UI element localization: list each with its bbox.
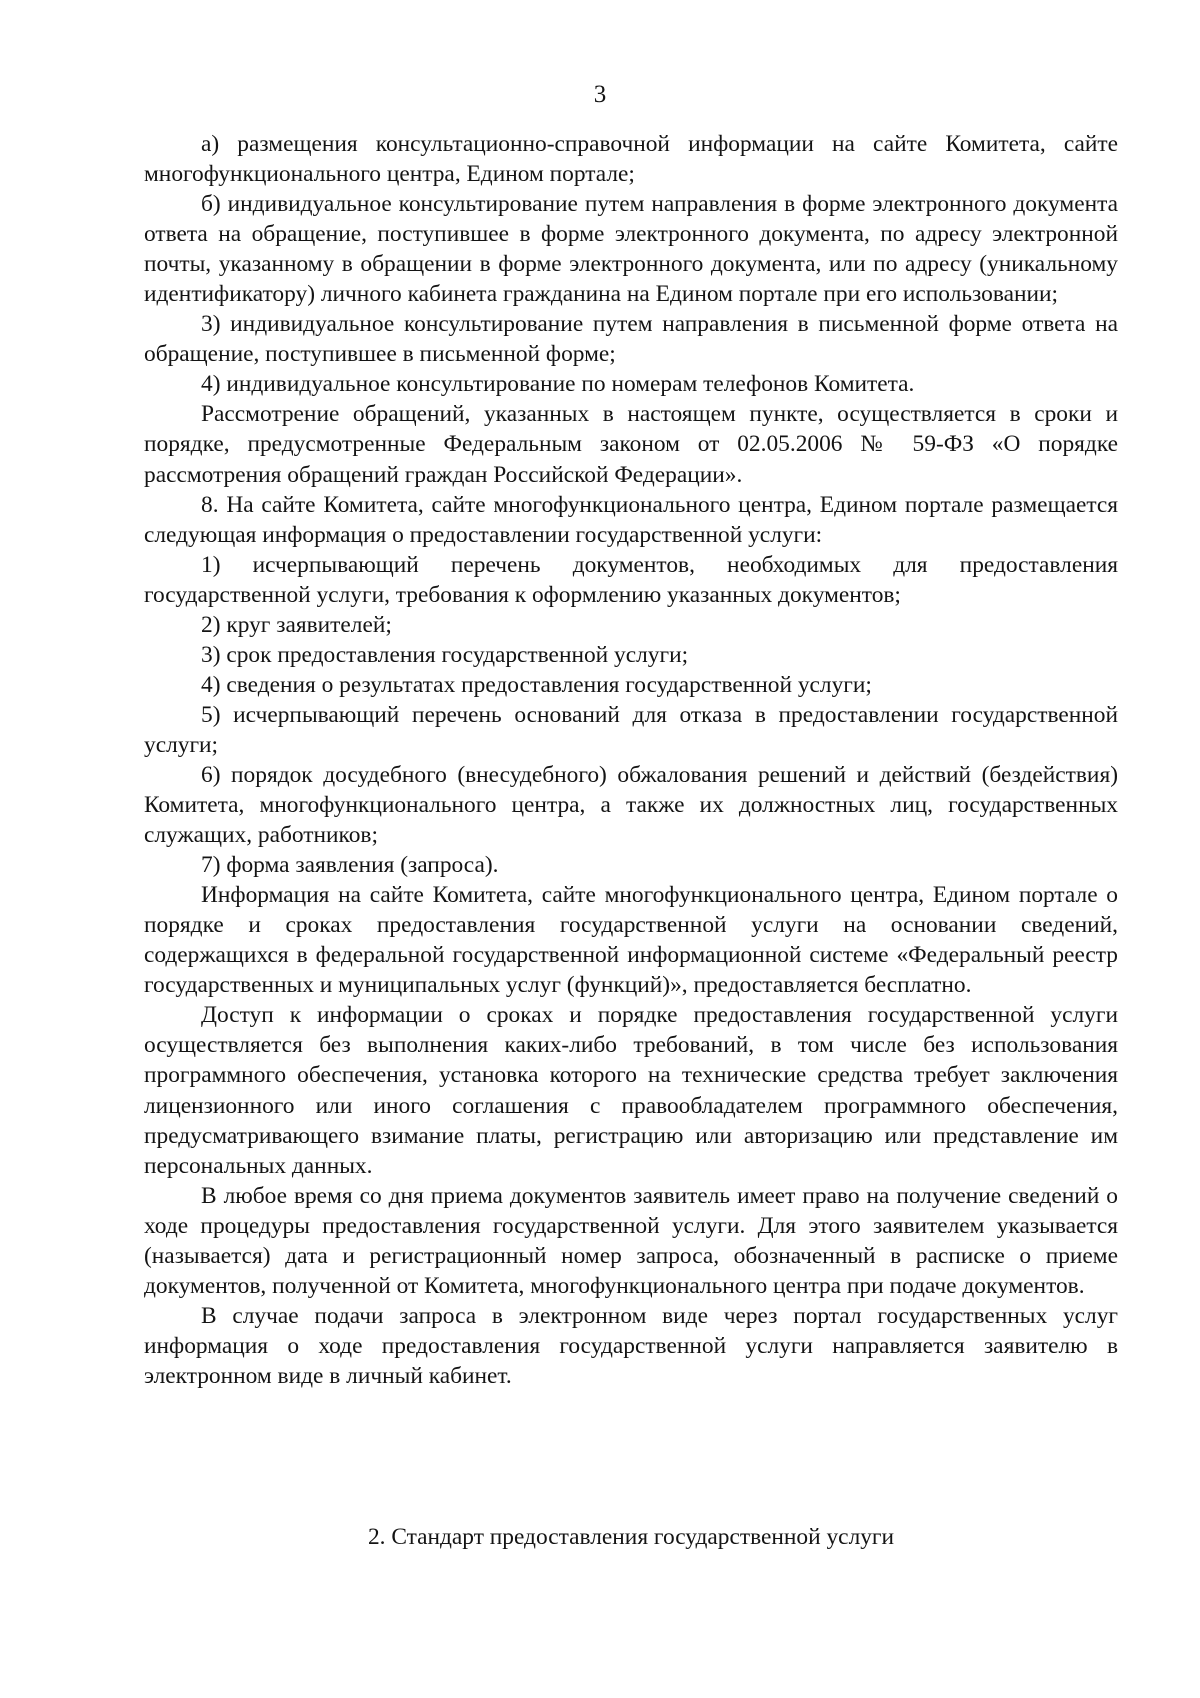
paragraph-4: 4) индивидуальное консультирование по номерам телефонов Комитета. [201,371,915,398]
paragraph-status-request: В любое время со дня приема документов заявитель имеет право на получение сведений о ходе процедуры предоставления государственной услуги. Для этого заявителем указывается (называется) дата и регистрационный номер запроса, обозначенный в расписке о приеме документов, полученной от Комитета, многофункционального центра при подаче документов. [144,1182,1118,1299]
paragraph-electronic-request: В случае подачи запроса в электронном виде через портал государственных услуг информация о ходе предоставления государственной услуги направляется заявителю в электронном виде в личный кабинет. [144,1302,1118,1389]
paragraph-access: Доступ к информации о сроках и порядке предоставления государственной услуги осуществляется без выполнения каких-либо требований, в том числе без использования программного обеспечения, установка которого на технические средства требует заключения лицензионного или иного соглашения с правообладателем программного обеспечения, предусматривающего взимание платы, регистрацию или авторизацию или представление им персональных данных. [144,1002,1118,1179]
page-number: 3 [593,81,607,108]
list-item-4: 4) сведения о результатах предоставления государственной услуги; [201,671,872,698]
list-item-5: 5) исчерпывающий перечень оснований для отказа в предоставлении государственной услуги; [144,701,1118,758]
paragraph-consideration: Рассмотрение обращений, указанных в настоящем пункте, осуществляется в сроки и порядке, предусмотренные Федеральным законом от 02.05.2006 № 59-ФЗ «О порядке рассмотрения обращений граждан Российской Федерации». [144,401,1118,488]
paragraph-3: 3) индивидуальное консультирование путем направления в письменной форме ответа на обращение, поступившее в письменной форме; [144,311,1118,368]
list-item-2: 2) круг заявителей; [201,611,392,638]
paragraph-information-free: Информация на сайте Комитета, сайте многофункционального центра, Едином портале о порядке и сроках предоставления государственной услуги на основании сведений, содержащихся в федеральной государственной информационной системе «Федеральный реестр государственных и муниципальных услуг (функций)», предоставляется бесплатно. [144,882,1118,999]
paragraph-a: а) размещения консультационно-справочной информации на сайте Комитета, сайте многофункционального центра, Едином портале; [144,131,1118,188]
list-item-7: 7) форма заявления (запроса). [201,852,499,879]
paragraph-b: б) индивидуальное консультирование путем направления в форме электронного документа ответа на обращение, поступившее в форме электронного документа, по адресу электронной почты, указанному в обращении в форме электронного документа, или по адресу (уникальному идентификатору) личного кабинета гражданина на Едином портале при его использовании; [144,191,1118,308]
list-item-6: 6) порядок досудебного (внесудебного) обжалования решений и действий (бездействия) Комитета, многофункционального центра, а также их должностных лиц, государственных служащих, работников; [144,761,1118,849]
paragraph-item-8: 8. На сайте Комитета, сайте многофункционального центра, Едином портале размещается следующая информация о предоставлении государственной услуги: [144,491,1118,548]
list-item-1: 1) исчерпывающий перечень документов, необходимых для предоставления государственной услуги, требования к оформлению указанных документов; [144,551,1118,608]
list-item-3: 3) срок предоставления государственной услуги; [201,641,689,668]
section-heading: 2. Стандарт предоставления государственной услуги [367,1524,895,1550]
document-body [144,129,1118,1391]
